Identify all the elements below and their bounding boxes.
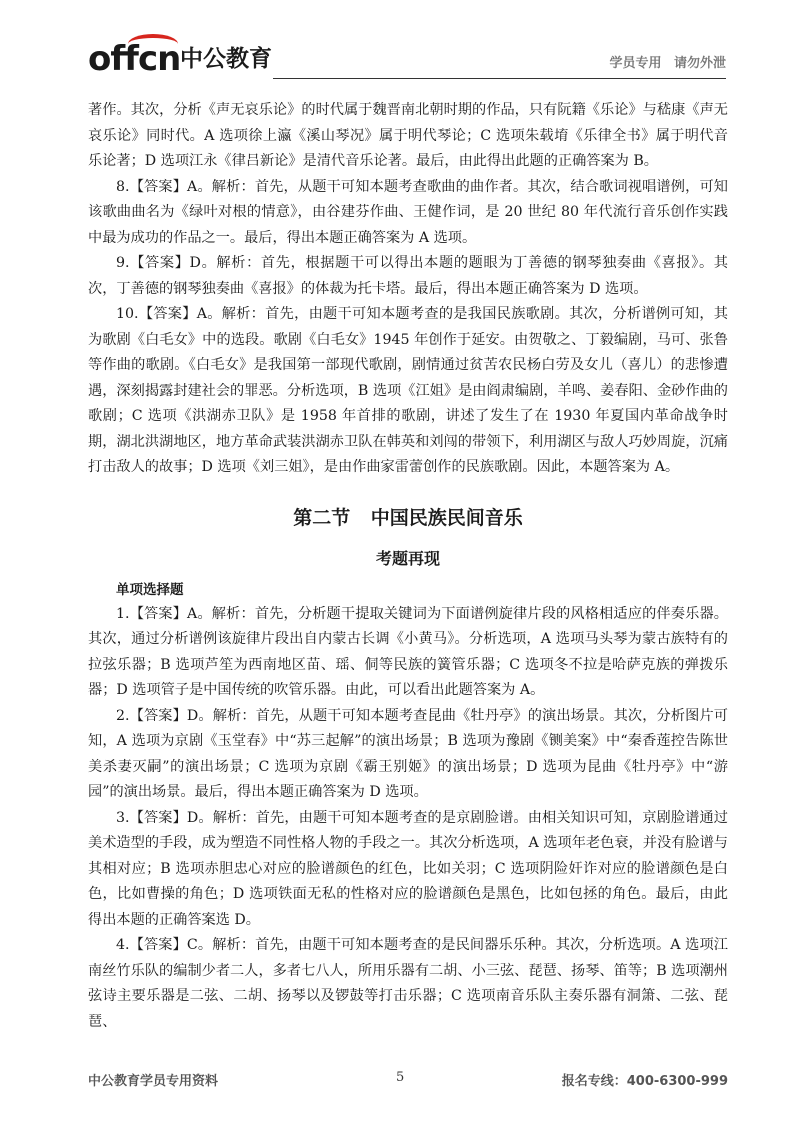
answer-paragraph: 4.【答案】C。解析：首先，由题干可知本题考查的是民间器乐乐种。其次，分析选项。A 选项江南丝竹乐队的编制少者二人，多者七八人，所用乐器有二胡、小三弦、琵琶、扬琴、笛等；B 选项潮州弦诗主要乐器是二弦、二胡、扬琴以及锣鼓等打击乐器；C 选项南音乐队主奏乐器有洞箫、二弦、琵琶、 [88, 937, 728, 1030]
lead-paragraph: 著作。其次，分析《声无哀乐论》的时代属于魏晋南北朝时期的作品，只有阮籍《乐论》与嵇康《声无哀乐论》同时代。A 选项徐上瀛《溪山琴况》属于明代琴论；C 选项朱载堉《乐律全书》属于明代音乐论著；D 选项江永《律吕新论》是清代音乐论著。最后，由此得出此题的正确答案为 B。 [88, 102, 728, 169]
answer-paragraph: 8.【答案】A。解析：首先，从题干可知本题考查歌曲的曲作者。其次，结合歌词视唱谱例，可知该歌曲曲名为《绿叶对根的情意》，由谷建芬作曲、王健作词，是 20 世纪 80 年代流行音乐创作实践中最为成功的作品之一。最后，得出本题正确答案为 A 选项。 [88, 178, 728, 246]
header-note: 学员专用 请勿外泄 [609, 56, 726, 71]
answer-paragraph: 9.【答案】D。解析：首先，根据题干可以得出本题的题眼为丁善德的钢琴独奏曲《喜报》。其次，丁善德的钢琴独奏曲《喜报》的体裁为托卡塔。最后，得出本题正确答案为 D 选项。 [88, 255, 728, 297]
answer-paragraph: 1.【答案】A。解析：首先，分析题干提取关键词为下面谱例旋律片段的风格相适应的伴奏乐器。其次，通过分析谱例该旋律片段出自内蒙古长调《小黄马》。分析选项，A 选项马头琴为蒙古族特有的拉弦乐器；B 选项芦笙为西南地区苗、瑶、侗等民族的簧管乐器；C 选项冬不拉是哈萨克族的弹拨乐器；D 选项管子是中国传统的吹管乐器。由此，可以看出此题答案为 A。 [88, 605, 728, 698]
logo-latin: offcn [88, 39, 181, 79]
page-header [88, 38, 726, 88]
footer-hotline: 报名专线：400-6300-999 [561, 1074, 728, 1089]
question-type-label: 单项选择题 [116, 581, 184, 598]
footer-label: 中公教育学员专用资料 [88, 1074, 219, 1089]
page-number: 5 [396, 1070, 405, 1085]
section-title: 第二节 中国民族民间音乐 [293, 506, 523, 529]
sub-title: 考题再现 [375, 548, 440, 568]
page-content [88, 98, 728, 1035]
page-footer [88, 1070, 728, 1094]
header-divider [273, 78, 726, 79]
answer-paragraph: 10.【答案】A。解析：首先，由题干可知本题考查的是我国民族歌剧。其次，分析谱例可知，其为歌剧《白毛女》中的选段。歌剧《白毛女》1945 年创作于延安。由贺敬之、丁毅编剧，马可、张鲁等作曲的歌剧。《白毛女》是我国第一部现代歌剧，剧情通过贫苦农民杨白劳及女儿（喜儿）的悲惨遭遇，深刻揭露封建社会的罪恶。分析选项，B 选项《江姐》是由阎肃编剧，羊鸣、姜春阳、金砂作曲的歌剧；C 选项《洪湖赤卫队》是 1958 年首排的歌剧，讲述了发生了在 1930 年夏国内革命战争时期，湖北洪湖地区，地方革命武装洪湖赤卫队在韩英和刘闯的带领下，利用湖区与敌人巧妙周旋，沉痛打击敌人的故事；D 选项《刘三姐》，是由作曲家雷蕾创作的民族歌剧。因此，本题答案为 A。 [88, 306, 728, 475]
answer-paragraph: 2.【答案】D。解析：首先，从题干可知本题考查昆曲《牡丹亭》的演出场景。其次，分析图片可知，A 选项为京剧《玉堂春》中“苏三起解”的演出场景；B 选项为豫剧《铡美案》中“秦香莲控告陈世美杀妻灭嗣”的演出场景；C 选项为京剧《霸王别姬》的演出场景；D 选项为昆曲《牡丹亭》中“游园”的演出场景。最后，得出本题正确答案为 D 选项。 [88, 707, 728, 800]
logo-chinese: 中公教育 [180, 46, 272, 72]
answer-paragraph: 3.【答案】D。解析：首先，由题干可知本题考查的是京剧脸谱。由相关知识可知，京剧脸谱通过美术造型的手段，成为塑造不同性格人物的手段之一。其次分析选项，A 选项年老色衰，并没有脸谱与其相对应；B 选项赤胆忠心对应的脸谱颜色的红色，比如关羽；C 选项阴险奸诈对应的脸谱颜色是白色，比如曹操的角色；D 选项铁面无私的性格对应的脸谱颜色是黑色，比如包拯的角色。最后，由此得出本题的正确答案选 D。 [88, 809, 728, 928]
